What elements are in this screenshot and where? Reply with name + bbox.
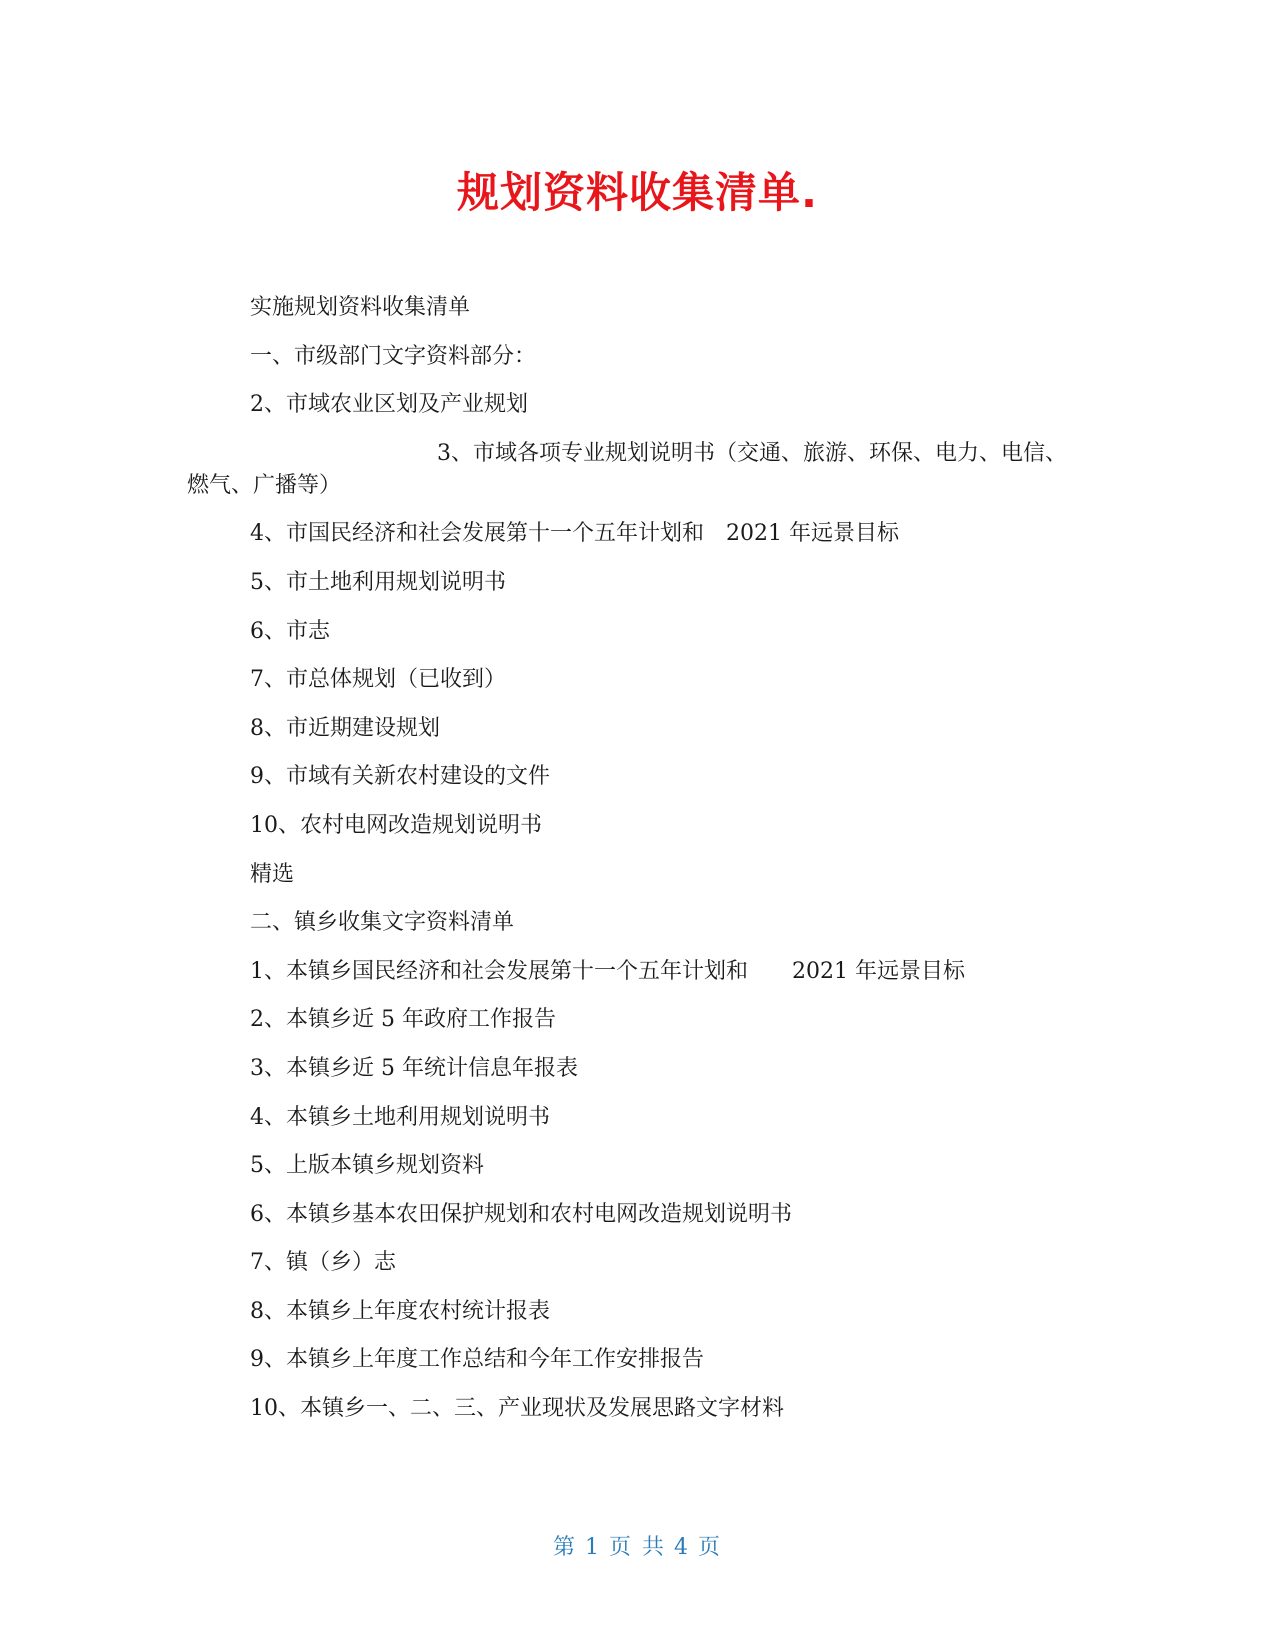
list-item: 9、本镇乡上年度工作总结和今年工作安排报告 xyxy=(250,1347,704,1373)
list-item: 10、本镇乡一、二、三、产业现状及发展思路文字材料 xyxy=(250,1396,784,1422)
footer-page-number: 1 xyxy=(585,1535,601,1560)
page-footer xyxy=(0,1530,1275,1561)
section-heading: 二、镇乡收集文字资料清单 xyxy=(250,910,515,936)
document-title: 规划资料收集清单. xyxy=(457,168,818,217)
list-item: 7、市总体规划（已收到） xyxy=(250,667,506,693)
list-item: 5、上版本镇乡规划资料 xyxy=(250,1153,484,1179)
list-item: 5、市土地利用规划说明书 xyxy=(250,569,506,595)
list-item: 2、市域农业区划及产业规划 xyxy=(250,392,528,418)
footer-suffix: 页 xyxy=(698,1535,723,1560)
list-item: 1、本镇乡国民经济和社会发展第十一个五年计划和 2021 年远景目标 xyxy=(250,958,965,984)
list-item: 精选 xyxy=(250,861,295,887)
list-item: 9、市域有关新农村建设的文件 xyxy=(250,764,550,790)
list-item: 3、本镇乡近 5 年统计信息年报表 xyxy=(250,1055,578,1081)
list-item: 6、市志 xyxy=(250,618,330,644)
list-item: 6、本镇乡基本农田保护规划和农村电网改造规划说明书 xyxy=(250,1201,792,1227)
list-item: 4、本镇乡土地利用规划说明书 xyxy=(250,1104,550,1130)
list-item: 3、市域各项专业规划说明书（交通、旅游、环保、电力、电信、燃气、广播等） xyxy=(187,440,1067,498)
footer-prefix: 第 xyxy=(552,1535,577,1560)
footer-mid: 页 共 xyxy=(609,1535,666,1560)
list-item: 实施规划资料收集清单 xyxy=(250,295,471,320)
section-heading: 一、市级部门文字资料部分： xyxy=(250,343,537,369)
list-item: 8、市近期建设规划 xyxy=(250,715,440,741)
footer-total-pages: 4 xyxy=(674,1535,690,1560)
list-item: 10、农村电网改造规划说明书 xyxy=(250,812,542,838)
list-item: 8、本镇乡上年度农村统计报表 xyxy=(250,1298,550,1324)
list-item: 4、市国民经济和社会发展第十一个五年计划和 2021 年远景目标 xyxy=(250,521,899,547)
list-item: 7、镇（乡）志 xyxy=(250,1250,396,1276)
list-item: 2、本镇乡近 5 年政府工作报告 xyxy=(250,1007,556,1033)
document-body xyxy=(0,292,1275,1442)
